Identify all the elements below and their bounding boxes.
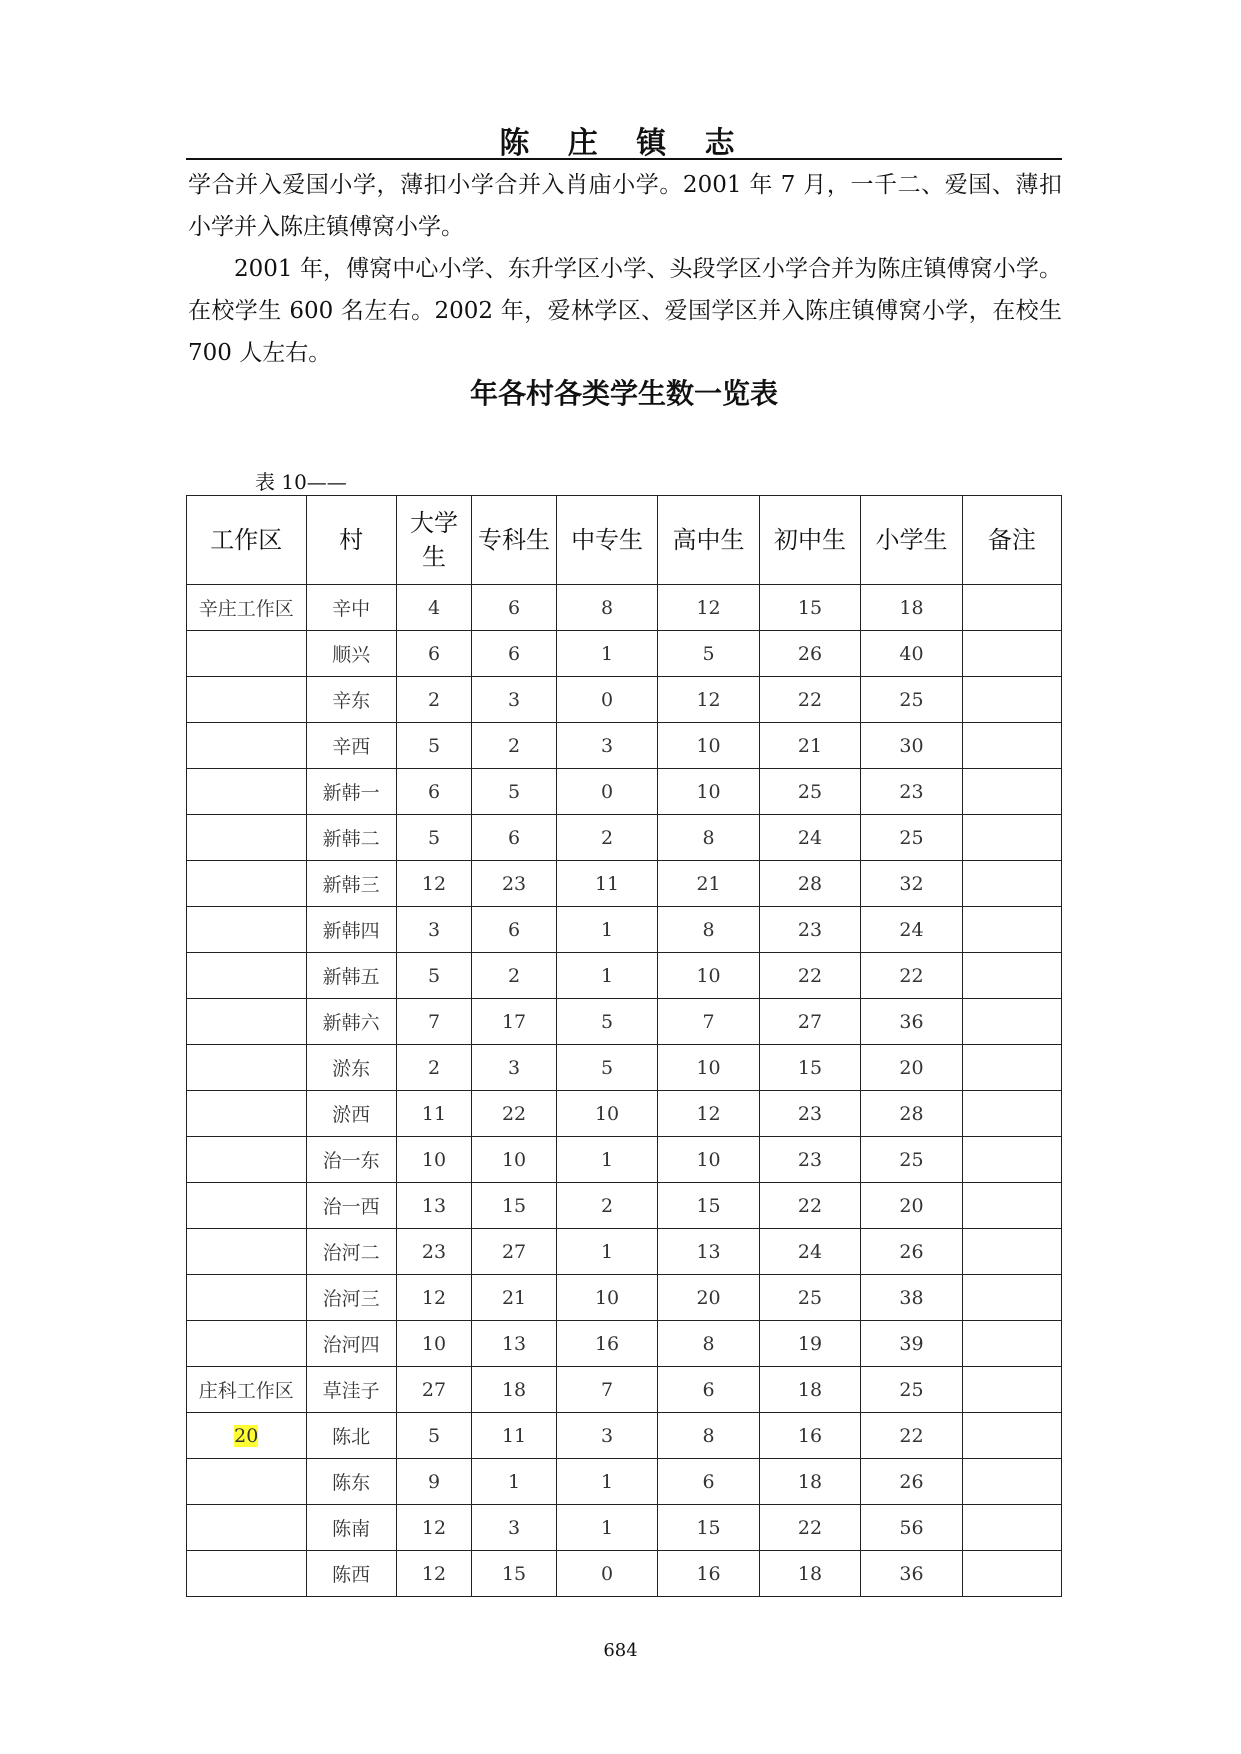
cell-middle-school: 19 — [759, 1321, 860, 1367]
cell-village: 治一西 — [306, 1183, 396, 1229]
cell-middle-school: 16 — [759, 1413, 860, 1459]
cell-remarks — [962, 1459, 1061, 1505]
cell-high-school: 10 — [658, 953, 759, 999]
cell-primary-school: 22 — [861, 1413, 962, 1459]
cell-middle-school: 22 — [759, 1183, 860, 1229]
cell-middle-school: 25 — [759, 769, 860, 815]
cell-village: 陈南 — [306, 1505, 396, 1551]
cell-high-school: 10 — [658, 769, 759, 815]
cell-junior-college: 17 — [472, 999, 557, 1045]
cell-university: 27 — [396, 1367, 472, 1413]
page-number: 684 — [603, 1640, 638, 1661]
cell-remarks — [962, 1367, 1061, 1413]
cell-remarks — [962, 1091, 1061, 1137]
cell-technical-school: 1 — [556, 1229, 657, 1275]
table-row — [187, 999, 1062, 1045]
cell-middle-school: 22 — [759, 1505, 860, 1551]
cell-remarks — [962, 631, 1061, 677]
cell-technical-school: 1 — [556, 953, 657, 999]
cell-remarks — [962, 1045, 1061, 1091]
cell-junior-college: 15 — [472, 1183, 557, 1229]
cell-remarks — [962, 999, 1061, 1045]
table-row — [187, 1091, 1062, 1137]
cell-primary-school: 18 — [861, 585, 962, 631]
cell-village: 治河二 — [306, 1229, 396, 1275]
cell-technical-school: 2 — [556, 1183, 657, 1229]
cell-junior-college: 5 — [472, 769, 557, 815]
cell-middle-school: 22 — [759, 677, 860, 723]
cell-technical-school: 1 — [556, 631, 657, 677]
cell-university: 12 — [396, 1275, 472, 1321]
cell-remarks — [962, 1229, 1061, 1275]
cell-university: 12 — [396, 861, 472, 907]
cell-work-area — [187, 1551, 307, 1597]
table-row — [187, 1045, 1062, 1091]
cell-village: 新韩四 — [306, 907, 396, 953]
cell-university: 9 — [396, 1459, 472, 1505]
cell-university: 12 — [396, 1505, 472, 1551]
cell-technical-school: 8 — [556, 585, 657, 631]
cell-village: 新韩五 — [306, 953, 396, 999]
page-header-title: 陈 庄 镇 志 — [499, 126, 749, 161]
cell-village: 顺兴 — [306, 631, 396, 677]
header-divider — [186, 158, 1062, 160]
cell-junior-college: 3 — [472, 1045, 557, 1091]
cell-high-school: 10 — [658, 1137, 759, 1183]
table-row — [187, 631, 1062, 677]
cell-university: 10 — [396, 1321, 472, 1367]
cell-technical-school: 1 — [556, 1505, 657, 1551]
cell-village: 淤西 — [306, 1091, 396, 1137]
table-row — [187, 585, 1062, 631]
table-row — [187, 1137, 1062, 1183]
cell-work-area — [187, 769, 307, 815]
cell-primary-school: 30 — [861, 723, 962, 769]
cell-primary-school: 26 — [861, 1229, 962, 1275]
cell-high-school: 8 — [658, 1413, 759, 1459]
cell-primary-school: 23 — [861, 769, 962, 815]
cell-technical-school: 0 — [556, 769, 657, 815]
cell-technical-school: 2 — [556, 815, 657, 861]
cell-village: 陈北 — [306, 1413, 396, 1459]
header-cell-high-school: 高中生 — [658, 496, 759, 585]
cell-technical-school: 5 — [556, 1045, 657, 1091]
cell-middle-school: 23 — [759, 1091, 860, 1137]
cell-university: 6 — [396, 631, 472, 677]
cell-remarks — [962, 1183, 1061, 1229]
cell-village: 辛中 — [306, 585, 396, 631]
cell-high-school: 6 — [658, 1367, 759, 1413]
header-cell-work-area: 工作区 — [187, 496, 307, 585]
cell-technical-school: 1 — [556, 1459, 657, 1505]
cell-technical-school: 11 — [556, 861, 657, 907]
header-cell-technical-school: 中专生 — [556, 496, 657, 585]
cell-remarks — [962, 723, 1061, 769]
header-cell-university: 大学生 — [396, 496, 472, 585]
table-row — [187, 953, 1062, 999]
cell-village: 淤东 — [306, 1045, 396, 1091]
cell-technical-school: 16 — [556, 1321, 657, 1367]
cell-primary-school: 20 — [861, 1045, 962, 1091]
cell-primary-school: 36 — [861, 999, 962, 1045]
cell-work-area: 辛庄工作区 — [187, 585, 307, 631]
cell-village: 治一东 — [306, 1137, 396, 1183]
cell-high-school: 13 — [658, 1229, 759, 1275]
cell-high-school: 5 — [658, 631, 759, 677]
cell-village: 草洼子 — [306, 1367, 396, 1413]
cell-high-school: 15 — [658, 1183, 759, 1229]
cell-village: 新韩六 — [306, 999, 396, 1045]
cell-junior-college: 1 — [472, 1459, 557, 1505]
cell-remarks — [962, 1505, 1061, 1551]
cell-technical-school: 1 — [556, 1137, 657, 1183]
cell-technical-school: 7 — [556, 1367, 657, 1413]
cell-work-area — [187, 1183, 307, 1229]
cell-junior-college: 21 — [472, 1275, 557, 1321]
cell-junior-college: 13 — [472, 1321, 557, 1367]
cell-university: 13 — [396, 1183, 472, 1229]
cell-village: 新韩二 — [306, 815, 396, 861]
cell-junior-college: 27 — [472, 1229, 557, 1275]
cell-village: 新韩三 — [306, 861, 396, 907]
cell-village: 陈东 — [306, 1459, 396, 1505]
cell-junior-college: 18 — [472, 1367, 557, 1413]
cell-high-school: 12 — [658, 585, 759, 631]
cell-junior-college: 6 — [472, 585, 557, 631]
header-cell-remarks: 备注 — [962, 496, 1061, 585]
cell-junior-college: 22 — [472, 1091, 557, 1137]
cell-work-area: 庄科工作区 — [187, 1367, 307, 1413]
header-cell-village: 村 — [306, 496, 396, 585]
header-cell-middle-school: 初中生 — [759, 496, 860, 585]
cell-middle-school: 28 — [759, 861, 860, 907]
cell-remarks — [962, 907, 1061, 953]
cell-technical-school: 0 — [556, 677, 657, 723]
cell-primary-school: 24 — [861, 907, 962, 953]
cell-middle-school: 26 — [759, 631, 860, 677]
cell-remarks — [962, 815, 1061, 861]
cell-primary-school: 56 — [861, 1505, 962, 1551]
cell-junior-college: 15 — [472, 1551, 557, 1597]
cell-middle-school: 24 — [759, 815, 860, 861]
cell-middle-school: 22 — [759, 953, 860, 999]
table-row — [187, 1229, 1062, 1275]
cell-work-area — [187, 953, 307, 999]
cell-work-area — [187, 1275, 307, 1321]
cell-village: 治河三 — [306, 1275, 396, 1321]
cell-primary-school: 25 — [861, 1367, 962, 1413]
cell-middle-school: 24 — [759, 1229, 860, 1275]
student-count-table — [186, 495, 1062, 1597]
cell-work-area — [187, 1413, 307, 1459]
cell-university: 5 — [396, 815, 472, 861]
cell-remarks — [962, 769, 1061, 815]
cell-middle-school: 25 — [759, 1275, 860, 1321]
cell-middle-school: 27 — [759, 999, 860, 1045]
cell-primary-school: 32 — [861, 861, 962, 907]
cell-university: 7 — [396, 999, 472, 1045]
cell-university: 2 — [396, 677, 472, 723]
cell-technical-school: 3 — [556, 1413, 657, 1459]
table-row — [187, 1367, 1062, 1413]
cell-high-school: 10 — [658, 1045, 759, 1091]
cell-primary-school: 28 — [861, 1091, 962, 1137]
cell-junior-college: 3 — [472, 677, 557, 723]
cell-village: 辛东 — [306, 677, 396, 723]
cell-work-area — [187, 723, 307, 769]
table-row — [187, 1459, 1062, 1505]
cell-high-school: 6 — [658, 1459, 759, 1505]
table-row — [187, 861, 1062, 907]
cell-work-area — [187, 1459, 307, 1505]
cell-high-school: 12 — [658, 677, 759, 723]
cell-university: 23 — [396, 1229, 472, 1275]
table-row — [187, 815, 1062, 861]
cell-university: 10 — [396, 1137, 472, 1183]
cell-work-area — [187, 999, 307, 1045]
table-row — [187, 1275, 1062, 1321]
table-row — [187, 1321, 1062, 1367]
cell-university: 11 — [396, 1091, 472, 1137]
cell-university: 3 — [396, 907, 472, 953]
cell-university: 2 — [396, 1045, 472, 1091]
cell-work-area — [187, 907, 307, 953]
table-row — [187, 769, 1062, 815]
cell-work-area — [187, 815, 307, 861]
cell-remarks — [962, 1413, 1061, 1459]
paragraph-2: 2001 年，傅窝中心小学、东升学区小学、头段学区小学合并为陈庄镇傅窝小学。在校学生 600 名左右。2002 年，爱林学区、爱国学区并入陈庄镇傅窝小学，在校生 700 人左右。 — [188, 256, 1062, 366]
cell-high-school: 12 — [658, 1091, 759, 1137]
cell-remarks — [962, 585, 1061, 631]
cell-high-school: 16 — [658, 1551, 759, 1597]
cell-middle-school: 18 — [759, 1551, 860, 1597]
highlighted-number: 20 — [234, 1424, 259, 1447]
cell-work-area — [187, 677, 307, 723]
table-caption: 表 10—— — [255, 470, 347, 494]
table-title: 年各村各类学生数一览表 — [469, 377, 778, 410]
cell-high-school: 10 — [658, 723, 759, 769]
cell-primary-school: 39 — [861, 1321, 962, 1367]
cell-technical-school: 0 — [556, 1551, 657, 1597]
cell-junior-college: 11 — [472, 1413, 557, 1459]
cell-middle-school: 21 — [759, 723, 860, 769]
cell-university: 6 — [396, 769, 472, 815]
cell-village: 陈西 — [306, 1551, 396, 1597]
cell-village: 治河四 — [306, 1321, 396, 1367]
table-row — [187, 677, 1062, 723]
cell-primary-school: 40 — [861, 631, 962, 677]
cell-work-area — [187, 631, 307, 677]
cell-work-area — [187, 1505, 307, 1551]
cell-middle-school: 15 — [759, 1045, 860, 1091]
table-body — [187, 585, 1062, 1597]
cell-remarks — [962, 1275, 1061, 1321]
cell-junior-college: 10 — [472, 1137, 557, 1183]
cell-remarks — [962, 1137, 1061, 1183]
cell-remarks — [962, 953, 1061, 999]
table-row — [187, 1551, 1062, 1597]
table-row — [187, 723, 1062, 769]
cell-middle-school: 23 — [759, 1137, 860, 1183]
cell-high-school: 8 — [658, 1321, 759, 1367]
cell-remarks — [962, 1551, 1061, 1597]
cell-work-area — [187, 1091, 307, 1137]
cell-junior-college: 2 — [472, 723, 557, 769]
cell-technical-school: 10 — [556, 1091, 657, 1137]
cell-work-area — [187, 1137, 307, 1183]
cell-primary-school: 26 — [861, 1459, 962, 1505]
cell-primary-school: 25 — [861, 815, 962, 861]
header-cell-junior-college: 专科生 — [472, 496, 557, 585]
table-row — [187, 1183, 1062, 1229]
cell-work-area — [187, 861, 307, 907]
table-row — [187, 1505, 1062, 1551]
cell-junior-college: 2 — [472, 953, 557, 999]
cell-middle-school: 15 — [759, 585, 860, 631]
cell-university: 12 — [396, 1551, 472, 1597]
cell-middle-school: 23 — [759, 907, 860, 953]
cell-work-area — [187, 1229, 307, 1275]
cell-university: 5 — [396, 723, 472, 769]
cell-remarks — [962, 1321, 1061, 1367]
cell-primary-school: 22 — [861, 953, 962, 999]
cell-village: 辛西 — [306, 723, 396, 769]
cell-technical-school: 1 — [556, 907, 657, 953]
table-row — [187, 907, 1062, 953]
cell-remarks — [962, 677, 1061, 723]
cell-high-school: 8 — [658, 815, 759, 861]
cell-primary-school: 25 — [861, 1137, 962, 1183]
cell-university: 5 — [396, 1413, 472, 1459]
cell-high-school: 21 — [658, 861, 759, 907]
cell-primary-school: 38 — [861, 1275, 962, 1321]
cell-university: 5 — [396, 953, 472, 999]
cell-primary-school: 36 — [861, 1551, 962, 1597]
table-row — [187, 1413, 1062, 1459]
cell-primary-school: 20 — [861, 1183, 962, 1229]
cell-high-school: 7 — [658, 999, 759, 1045]
cell-high-school: 20 — [658, 1275, 759, 1321]
cell-university: 4 — [396, 585, 472, 631]
cell-technical-school: 5 — [556, 999, 657, 1045]
cell-junior-college: 23 — [472, 861, 557, 907]
cell-work-area — [187, 1321, 307, 1367]
cell-remarks — [962, 861, 1061, 907]
cell-high-school: 15 — [658, 1505, 759, 1551]
cell-high-school: 8 — [658, 907, 759, 953]
cell-middle-school: 18 — [759, 1459, 860, 1505]
cell-junior-college: 3 — [472, 1505, 557, 1551]
cell-technical-school: 3 — [556, 723, 657, 769]
cell-junior-college: 6 — [472, 631, 557, 677]
cell-work-area — [187, 1045, 307, 1091]
cell-technical-school: 10 — [556, 1275, 657, 1321]
paragraph-1: 学合并入爱国小学，薄扣小学合并入肖庙小学。2001 年 7 月，一千二、爱国、薄扣小学并入陈庄镇傅窝小学。 — [188, 172, 1062, 240]
table-header-row — [187, 496, 1062, 585]
cell-primary-school: 25 — [861, 677, 962, 723]
cell-junior-college: 6 — [472, 815, 557, 861]
cell-junior-college: 6 — [472, 907, 557, 953]
cell-middle-school: 18 — [759, 1367, 860, 1413]
cell-village: 新韩一 — [306, 769, 396, 815]
header-cell-primary-school: 小学生 — [861, 496, 962, 585]
